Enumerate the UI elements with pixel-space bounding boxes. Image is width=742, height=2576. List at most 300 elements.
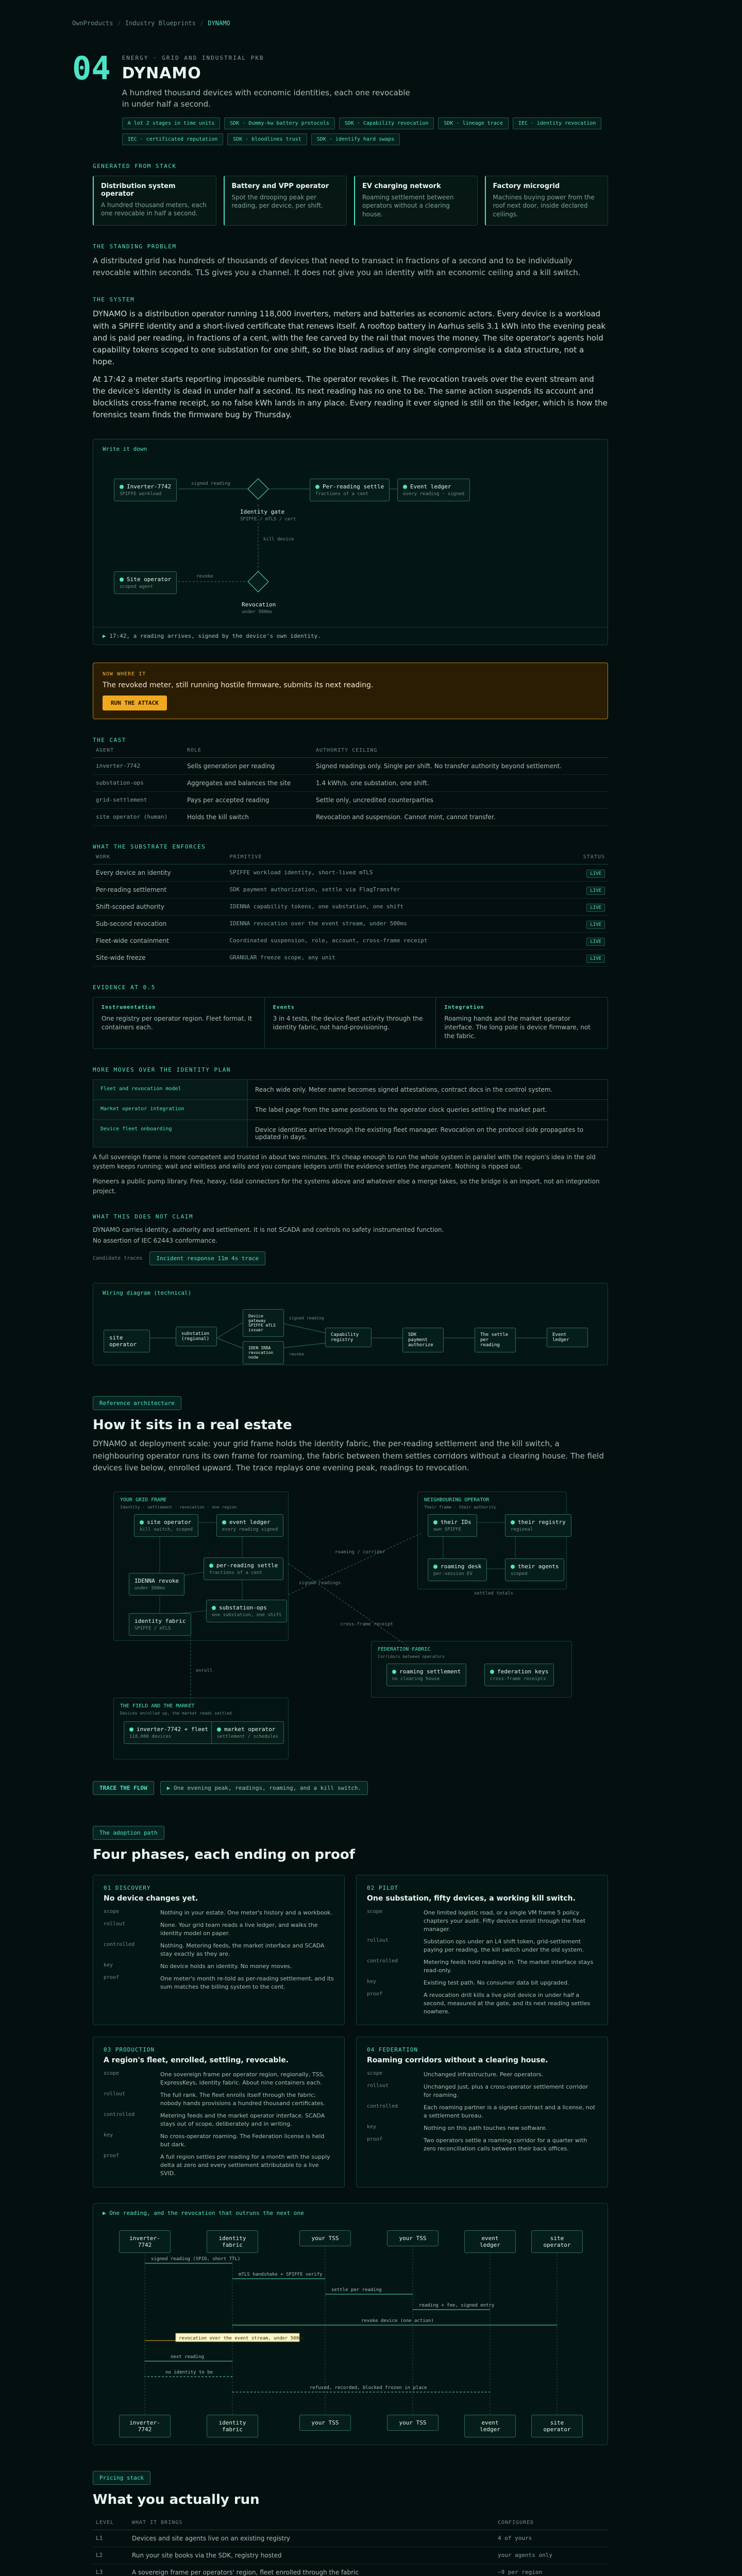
estate-node-their-agents[interactable] bbox=[505, 1558, 564, 1581]
wiring-node[interactable] bbox=[475, 1328, 516, 1352]
node-inverter[interactable] bbox=[114, 479, 177, 501]
node-title: their IDs bbox=[441, 1519, 471, 1526]
cell: A sovereign frame per operators' region, fleet enrolled through the fabric bbox=[129, 2564, 495, 2576]
phase-value: Unchanged just, plus a cross-operator settlement corridor for roaming. bbox=[424, 2083, 588, 2099]
zone-title: THE FIELD AND THE MARKET bbox=[120, 1703, 195, 1709]
message-label: no identity to be bbox=[165, 2369, 213, 2375]
actor-name: your TSS bbox=[399, 2234, 427, 2242]
note-key: Device fleet onboarding bbox=[93, 1120, 248, 1147]
cell: SPIFFE workload identity, short-lived mTLS bbox=[226, 864, 562, 881]
status-dot bbox=[140, 1520, 144, 1524]
status-badge: LIVE bbox=[586, 870, 605, 878]
phase-key: rollout bbox=[104, 1921, 126, 1927]
card-title: Distribution system operator bbox=[101, 182, 176, 198]
edge-label: roaming / corridor bbox=[335, 1550, 385, 1555]
cell: Shift-scoped authority bbox=[93, 898, 226, 915]
column-header: ROLE bbox=[184, 743, 313, 758]
cell: 4 of yours bbox=[495, 2530, 608, 2547]
wiring-node[interactable] bbox=[402, 1328, 444, 1352]
limits-section bbox=[93, 1213, 608, 1265]
card-text: Roaming settlement between operators without a clearing house. bbox=[362, 193, 454, 218]
actor-name: inverter-7742 bbox=[129, 2234, 160, 2248]
diagram-footer bbox=[93, 627, 608, 645]
zone-sub: Identity · settlement · revocation · one region bbox=[120, 1505, 237, 1510]
phase-key: proof bbox=[104, 1974, 120, 1980]
estate-node-market[interactable] bbox=[211, 1721, 284, 1744]
cell: IDENNA revocation over the event stream, under 500ms bbox=[226, 915, 562, 932]
actor-name: your TSS bbox=[399, 2419, 427, 2426]
diagram-caption: 17:42, a reading arrives, signed by the device's own identity. bbox=[109, 632, 321, 639]
actor-name: identity fabric bbox=[218, 2234, 246, 2248]
node-title: IDENNA revoke bbox=[134, 1578, 179, 1585]
status-dot bbox=[392, 1670, 396, 1674]
status-dot bbox=[315, 485, 319, 489]
message-label: revocation over the event stream, under 500ms bbox=[179, 2335, 305, 2341]
table-row bbox=[93, 881, 608, 898]
phase-key: proof bbox=[367, 2137, 383, 2143]
actor-box[interactable] bbox=[464, 2230, 516, 2253]
card-text: Spot the drooping peak per reading, per device, per shift. bbox=[231, 193, 323, 210]
table-row bbox=[93, 757, 608, 774]
actor-name: site operator bbox=[543, 2419, 571, 2433]
cell: IDENNA capability tokens, one substation, one shift bbox=[226, 898, 562, 915]
message-label: reading + fee, signed entry bbox=[419, 2302, 495, 2308]
phase-number: 01 DISCOVERY bbox=[104, 1885, 151, 1892]
audience-card[interactable] bbox=[93, 176, 216, 226]
hero-subtitle: A hundred thousand devices with economic identities, each one revocable in under half a second. bbox=[122, 88, 410, 109]
node-title: Device gateway SPIFFE mTLS issuer bbox=[248, 1314, 276, 1333]
node-title: Inverter-7742 bbox=[127, 483, 172, 490]
estate-node-inverter[interactable] bbox=[124, 1721, 214, 1744]
phase-value: Each roaming partner is a signed contract and a license, not a settlement bureau. bbox=[424, 2104, 596, 2120]
estate-node-roaming[interactable] bbox=[428, 1558, 487, 1581]
node-title: Site operator bbox=[127, 575, 172, 583]
cell: L1 bbox=[93, 2530, 129, 2547]
edge-label: revoke bbox=[289, 1352, 304, 1357]
actor-name: your TSS bbox=[311, 2234, 339, 2242]
problem-section bbox=[93, 243, 608, 279]
node-sub: SPIFFE workload bbox=[120, 491, 162, 497]
estate-node-ledger[interactable] bbox=[216, 1514, 283, 1537]
estate-node-subops[interactable] bbox=[206, 1600, 287, 1622]
message-label: settle per reading bbox=[331, 2287, 382, 2293]
audience-card[interactable] bbox=[224, 176, 347, 226]
note-key: Market operator integration bbox=[93, 1100, 248, 1120]
phase-value: One sovereign frame per operator region, regionally, TSS, ExpressKeys, identity fabric. About nine containers each. bbox=[160, 2071, 325, 2087]
page-title: DYNAMO bbox=[122, 64, 201, 82]
cell: L3 bbox=[93, 2564, 129, 2576]
note-value: The label page from the same positions to the operator clock queries settling the market part. bbox=[255, 1106, 547, 1113]
zone-title: FEDERATION FABRIC bbox=[378, 1647, 431, 1653]
actor-name: your TSS bbox=[311, 2419, 339, 2426]
zone-sub: Devices enrolled up, the market reads settled bbox=[120, 1711, 232, 1716]
node-sub: SPIFFE / mTLS / cert bbox=[240, 516, 296, 522]
sequence-lifelines bbox=[93, 2222, 609, 2444]
phase-card bbox=[93, 2037, 345, 2187]
phase-key: proof bbox=[367, 1991, 383, 1997]
actor-box[interactable] bbox=[387, 2230, 439, 2246]
node-title: Revocation bbox=[242, 601, 276, 608]
edge-label: cross-frame receipt bbox=[340, 1622, 393, 1628]
status-dot bbox=[217, 1727, 221, 1732]
estate-node-their-registry[interactable] bbox=[505, 1514, 571, 1537]
actor-box[interactable] bbox=[531, 2230, 583, 2253]
col-text: One registry per operator region. Fleet format. It containers each. bbox=[102, 1014, 252, 1031]
status-dot bbox=[222, 1520, 226, 1524]
phase-key: rollout bbox=[104, 2091, 126, 2097]
node-title: roaming settlement bbox=[399, 1668, 461, 1675]
node-site-operator[interactable] bbox=[114, 571, 177, 594]
node-sub: cross-frame receipts bbox=[490, 1676, 546, 1682]
estate-node-settle[interactable] bbox=[204, 1557, 283, 1580]
breadcrumb-home[interactable]: OwnProducts bbox=[72, 20, 113, 27]
phase-card bbox=[356, 1875, 608, 2025]
column-header: PRIMITIVE bbox=[226, 850, 562, 865]
cell: Fleet-wide containment bbox=[93, 932, 226, 949]
phase-value: The full rank. The fleet enrolls itself through the fabric; nobody hands provisions a hundred thousand certificates. bbox=[160, 2092, 325, 2107]
node-sub: fractions of a cent bbox=[209, 1570, 262, 1576]
node-title: their agents bbox=[518, 1563, 559, 1570]
message-label: signed reading (SPID, short TTL) bbox=[151, 2256, 241, 2262]
wiring-node[interactable] bbox=[325, 1328, 372, 1347]
incident-trace-button[interactable]: Incident response 11m 4s trace bbox=[149, 1251, 265, 1265]
col-title: Instrumentation bbox=[102, 1004, 156, 1010]
estate-diagram bbox=[113, 1492, 587, 1770]
node-ledger[interactable] bbox=[397, 479, 470, 501]
capability-chips bbox=[122, 117, 627, 145]
estate-node-federation-keys[interactable] bbox=[484, 1664, 554, 1686]
zone-sub: Corridors between operators bbox=[378, 1654, 445, 1659]
cell: 1.4 kWh/s. one substation, one shift. bbox=[313, 774, 608, 791]
status-dot bbox=[120, 578, 124, 582]
phase-value: No device holds an identity. No money moves. bbox=[160, 1962, 292, 1970]
table-row bbox=[93, 864, 608, 881]
node-sub: one substation, one shift bbox=[212, 1613, 282, 1618]
sequence-diagram bbox=[93, 2203, 608, 2445]
actor-name: identity fabric bbox=[218, 2419, 246, 2433]
column-header: AUTHORITY CEILING bbox=[313, 743, 608, 758]
table-row bbox=[93, 2530, 608, 2547]
cell: Devices and site agents live on an existing registry bbox=[129, 2530, 495, 2547]
diagram-title bbox=[93, 2204, 608, 2223]
phase-key: key bbox=[104, 2132, 113, 2139]
column-header: STATUS bbox=[562, 850, 608, 865]
cell: Run your site books via the SDK, registry hosted bbox=[129, 2547, 495, 2564]
phase-key: scope bbox=[104, 2071, 120, 2077]
edge-label: signed reading bbox=[191, 481, 230, 486]
chip: SDK · identify hard swaps bbox=[311, 133, 400, 145]
section-label: WHAT THE SUBSTRATE ENFORCES bbox=[93, 843, 206, 850]
notes-section bbox=[93, 1066, 608, 1196]
estate-node-site[interactable] bbox=[134, 1514, 198, 1537]
run-section bbox=[93, 2471, 608, 2576]
phase-key: key bbox=[367, 1978, 377, 1985]
cell: Coordinated suspension, role, account, cross-frame receipt bbox=[226, 932, 562, 949]
zone-title: NEIGHBOURING OPERATOR bbox=[424, 1497, 490, 1503]
system-section bbox=[93, 296, 608, 421]
message-label: next reading bbox=[171, 2354, 205, 2360]
status-badge: LIVE bbox=[586, 955, 605, 963]
node-title: Per-reading settle bbox=[323, 483, 384, 490]
callout-label: NOW WHERE IT bbox=[103, 671, 146, 677]
phase-value: Nothing. Metering feeds, the market interface and SCADA stay exactly as they are. bbox=[160, 1942, 325, 1957]
system-paragraph: DYNAMO is a distribution operator running 118,000 inverters, meters and batteries as economic actors. Every device is a workload with a SPIFFE identity and a short-lived certificate that renews itself. A rooftop battery in Aarhus sells 3.1 kWh into the evening peak and is paid per reading, in fractions of a cent, with the fee carved by the rail that moves the money. The site operator's agents hold capability tokens scoped to one substation for one shift, so the blast radius of any single compromise is a data structure, not a hope. bbox=[93, 309, 606, 367]
node-title: event ledger bbox=[229, 1519, 271, 1526]
phase-key: controlled bbox=[104, 1941, 135, 1947]
status-dot bbox=[403, 485, 407, 489]
cell: Site-wide freeze bbox=[93, 949, 226, 966]
phase-key: controlled bbox=[367, 2104, 398, 2110]
status-badge: LIVE bbox=[586, 904, 605, 912]
estate-node-fabric[interactable] bbox=[129, 1613, 191, 1636]
col-title: Integration bbox=[444, 1004, 484, 1010]
wiring-node[interactable] bbox=[176, 1327, 217, 1346]
edge-label: kill device bbox=[263, 536, 294, 542]
diagram-title: Write it down bbox=[103, 445, 147, 452]
cell: Holds the kill switch bbox=[184, 808, 313, 825]
actor-box[interactable] bbox=[207, 2415, 258, 2437]
phase-card bbox=[93, 1875, 345, 2025]
section-badge: Pricing stack bbox=[93, 2471, 150, 2485]
node-title: their registry bbox=[518, 1519, 566, 1526]
phase-grid bbox=[93, 1875, 608, 2188]
actor-box[interactable] bbox=[531, 2415, 583, 2437]
phase-number: 04 FEDERATION bbox=[367, 2046, 418, 2054]
phase-value: No cross-operator roaming. The Federation license is held but dark. bbox=[160, 2133, 325, 2148]
phase-key: key bbox=[104, 1962, 113, 1968]
phase-number: 02 PILOT bbox=[367, 1885, 398, 1892]
wiring-node[interactable] bbox=[547, 1328, 588, 1347]
section-title: How it sits in a real estate bbox=[93, 1417, 292, 1433]
node-title: IDEN IRRA revocation node bbox=[248, 1346, 274, 1360]
phase-key: scope bbox=[367, 1909, 383, 1915]
actor-box[interactable] bbox=[299, 2230, 351, 2246]
section-label: THE STANDING PROBLEM bbox=[93, 243, 177, 250]
wiring-node[interactable] bbox=[243, 1341, 284, 1364]
table-row bbox=[93, 898, 608, 915]
cell: Aggregates and balances the site bbox=[184, 774, 313, 791]
edge-label: enroll bbox=[196, 1668, 213, 1674]
phase-value: Existing test path. No consumer data bit upgraded. bbox=[424, 1979, 569, 1986]
phase-key: proof bbox=[104, 2153, 120, 2159]
actor-name: site operator bbox=[543, 2234, 571, 2248]
phase-key: controlled bbox=[367, 1958, 398, 1964]
edge-label: signed reading bbox=[289, 1316, 324, 1321]
audience-card[interactable] bbox=[354, 176, 478, 226]
estate-node-their-ids[interactable] bbox=[428, 1514, 477, 1537]
phase-key: rollout bbox=[367, 1937, 389, 1943]
system-paragraph: At 17:42 a meter starts reporting impossible numbers. The operator revokes it. The revocation travels over the event stream and the device's identity is dead in under half a second. Its next reading has no one to be. The same action suspends its account and blocklists cross-frame receipt, so no false kWh lands in any place. Every reading it ever signed is still on the ledger, which is how the forensics team finds the firmware bug by Thursday. bbox=[93, 374, 608, 420]
limits-text: DYNAMO carries identity, authority and settlement. It is not SCADA and controls no safety instrumented function. bbox=[93, 1226, 444, 1234]
edge-label: signed readings bbox=[299, 1581, 341, 1586]
status-dot bbox=[129, 1727, 133, 1732]
trace-flow-caption bbox=[160, 1781, 368, 1795]
node-settle[interactable] bbox=[310, 479, 390, 501]
hero bbox=[72, 49, 670, 145]
col-title: Events bbox=[273, 1004, 295, 1010]
cell: SDK payment authorization, settle via FlagTransfer bbox=[226, 881, 562, 898]
diagram-caption: One reading, and the revocation that outruns the next one bbox=[109, 2209, 304, 2216]
node-sub: under 500ms bbox=[242, 609, 273, 615]
section-label: MORE MOVES OVER THE IDENTITY PLAN bbox=[93, 1066, 231, 1073]
problem-text: A distributed grid has hundreds of thousands of devices that need to transact in fractions of a second and to be individually revocable within seconds. TLS gives you a channel. It does not give you an identity with an economic ceiling and a kill switch. bbox=[93, 256, 581, 278]
node-revocation[interactable] bbox=[237, 597, 281, 619]
section-badge: Reference architecture bbox=[93, 1396, 181, 1410]
play-icon: ▶ bbox=[103, 2209, 110, 2216]
table-row bbox=[93, 808, 608, 825]
evidence-section bbox=[93, 984, 608, 1049]
phase-value: Metering feeds and the market operator interface. SCADA stays out of scope, deliberately and in writing. bbox=[160, 2112, 325, 2128]
phase-title: Roaming corridors without a clearing house. bbox=[367, 2056, 548, 2065]
trace-flow-bar bbox=[93, 1781, 670, 1795]
actor-name: event ledger bbox=[480, 2234, 500, 2248]
card-text: Machines buying power from the roof next door, inside declared ceilings. bbox=[493, 193, 595, 218]
node-sub: every reading · signed bbox=[403, 491, 465, 497]
status-dot bbox=[212, 1606, 216, 1610]
actor-box[interactable] bbox=[387, 2415, 439, 2431]
status-badge: LIVE bbox=[586, 921, 605, 929]
phase-value: One meter's month re-told as per-reading settlement, and its sum matches the billing system to the cent. bbox=[160, 1975, 334, 1990]
callout-text: The revoked meter, still running hostile firmware, submits its next reading. bbox=[103, 681, 374, 689]
message-label: mTLS handshake + SPIFFE verify bbox=[239, 2272, 323, 2277]
phase-value: Substation ops under an L4 shift token, grid-settlement paying per reading, the kill switch under the old system. bbox=[424, 1938, 584, 1953]
actor-box[interactable] bbox=[299, 2415, 351, 2431]
node-title: Event ledger bbox=[552, 1332, 569, 1343]
play-icon: ▶ bbox=[103, 632, 106, 639]
wiring-node[interactable] bbox=[243, 1309, 284, 1337]
estate-node-idenna[interactable] bbox=[129, 1573, 184, 1596]
cell: Sells generation per reading bbox=[184, 757, 313, 774]
breadcrumb bbox=[72, 0, 670, 27]
zone-sub: Their frame · their authority bbox=[424, 1505, 496, 1510]
hero-number: 04 bbox=[72, 49, 111, 87]
phase-key: controlled bbox=[104, 2112, 135, 2118]
col-text: 3 in 4 tests, the device fleet activity through the identity fabric, not hand-provisioning. bbox=[273, 1014, 423, 1031]
edge-label: revoke bbox=[196, 573, 213, 579]
node-title: per-reading settle bbox=[216, 1562, 278, 1569]
evidence-col bbox=[265, 997, 436, 1048]
actor-box[interactable] bbox=[464, 2415, 516, 2437]
node-title: The settle per reading bbox=[480, 1332, 509, 1348]
table-row bbox=[93, 791, 608, 808]
estate-node-corridor[interactable] bbox=[386, 1664, 466, 1686]
node-sub: settlement / schedules bbox=[217, 1734, 279, 1740]
node-sub: own SPIFFE bbox=[433, 1527, 462, 1533]
node-title: Capability registry bbox=[331, 1332, 359, 1343]
note-row bbox=[93, 1079, 608, 1100]
audience-section bbox=[93, 163, 608, 226]
run-attack-button[interactable]: RUN THE ATTACK bbox=[103, 696, 167, 710]
cell: Every device an identity bbox=[93, 864, 226, 881]
node-identity-gate[interactable] bbox=[235, 504, 301, 526]
card-title: EV charging network bbox=[362, 182, 441, 190]
node-title: SDK payment authorize bbox=[408, 1332, 433, 1348]
phase-value: Nothing on this path touches new software. bbox=[424, 2125, 548, 2132]
node-title: site operator bbox=[109, 1334, 137, 1348]
section-title: What you actually run bbox=[93, 2492, 260, 2507]
actor-box[interactable] bbox=[119, 2230, 171, 2253]
phase-key: key bbox=[367, 2124, 377, 2130]
phase-value: Unchanged infrastructure. Peer operators. bbox=[424, 2071, 544, 2078]
card-title: Battery and VPP operator bbox=[231, 182, 329, 190]
actor-box[interactable] bbox=[119, 2415, 171, 2437]
chip: SDK · lineage trace bbox=[438, 117, 508, 129]
flow-diagram bbox=[93, 439, 608, 645]
section-label: THE SYSTEM bbox=[93, 296, 135, 303]
trace-flow-button[interactable]: TRACE THE FLOW bbox=[93, 1781, 154, 1795]
actor-box[interactable] bbox=[207, 2230, 258, 2253]
node-sub: SPIFFE / mTLS bbox=[134, 1626, 171, 1632]
diagram-title: Wiring diagram (technical) bbox=[103, 1290, 192, 1297]
node-title: roaming desk bbox=[441, 1563, 482, 1570]
wiring-diagram bbox=[93, 1283, 608, 1365]
works-section bbox=[93, 843, 608, 967]
note-row bbox=[93, 1100, 608, 1120]
node-title: Event ledger bbox=[410, 483, 451, 490]
node-sub: per-session EV bbox=[433, 1571, 473, 1577]
phase-number: 03 PRODUCTION bbox=[104, 2046, 155, 2054]
card-text: A hundred thousand meters, each one revocable in half a second. bbox=[101, 201, 207, 217]
chip: SDK · bloodlines trust bbox=[227, 133, 307, 145]
section-badge: The adoption path bbox=[93, 1826, 164, 1840]
phase-key: scope bbox=[104, 1909, 120, 1915]
table-row bbox=[93, 949, 608, 966]
node-sub: kill switch, scoped bbox=[140, 1527, 193, 1533]
breadcrumb-separator: / bbox=[117, 20, 121, 27]
cell: ~9 per region bbox=[495, 2564, 608, 2576]
column-header: AGENT bbox=[93, 743, 184, 758]
chip: SDK · Capability revocation bbox=[339, 117, 434, 129]
column-header: WORK bbox=[93, 850, 226, 865]
node-title: inverter-7742 + fleet bbox=[137, 1726, 209, 1733]
actor-name: event ledger bbox=[480, 2419, 500, 2433]
breadcrumb-blueprints[interactable]: Industry Blueprints bbox=[125, 20, 196, 27]
node-sub: 118,000 devices bbox=[129, 1734, 172, 1740]
zone-title: YOUR GRID FRAME bbox=[120, 1497, 167, 1503]
actor-name: inverter-7742 bbox=[129, 2419, 160, 2433]
breadcrumb-separator: / bbox=[200, 20, 204, 27]
node-title: substation (regional) bbox=[181, 1331, 210, 1342]
note-value: Device identities arrive through the existing fleet manager. Revocation on the protocol side propagates to updated in days. bbox=[255, 1126, 584, 1141]
attack-callout bbox=[93, 663, 608, 719]
play-icon: ▶ bbox=[166, 1785, 174, 1792]
card-title: Factory microgrid bbox=[493, 182, 560, 190]
flow-text: One evening peak, readings, roaming, and a kill switch. bbox=[173, 1785, 362, 1792]
audience-card[interactable] bbox=[485, 176, 609, 226]
phase-value: Nothing in your estate. One meter's history and a workbook. bbox=[160, 1909, 333, 1917]
table-row bbox=[93, 915, 608, 932]
status-dot bbox=[209, 1564, 213, 1568]
cell: site operator (human) bbox=[93, 808, 184, 825]
wiring-node[interactable] bbox=[104, 1330, 150, 1352]
cell: Revocation and suspension. Cannot mint, cannot transfer. bbox=[313, 808, 608, 825]
phase-value: Two operators settle a roaming corridor for a quarter with zero reconciliation calls between their back offices. bbox=[424, 2137, 587, 2152]
col-text: Roaming hands and the market operator interface. The long pole is device firmware, not the fabric. bbox=[444, 1014, 591, 1040]
adoption-section bbox=[93, 1826, 608, 2188]
message-label: revoke device (one action) bbox=[361, 2318, 434, 2324]
section-label: GENERATED FROM STACK bbox=[93, 162, 177, 170]
note-key: Fleet and revocation model bbox=[93, 1080, 248, 1099]
evidence-col bbox=[93, 997, 265, 1048]
phase-value: A full region settles per reading for a month with the supply delta at zero and every settlement attributable to a live SVID. bbox=[160, 2153, 330, 2177]
edge-label: settled totals bbox=[474, 1591, 513, 1597]
cell: inverter-7742 bbox=[93, 757, 184, 774]
node-title: substation-ops bbox=[219, 1604, 267, 1612]
phase-key: scope bbox=[367, 2071, 383, 2077]
section-label: EVIDENCE AT 0.5 bbox=[93, 984, 156, 991]
section-text: DYNAMO at deployment scale: your grid frame holds the identity fabric, the per-reading settlement and the kill switch, a neighbouring operator runs its own frame for roaming, the fabric between them settles corridors without a clearing house. The field devices live below, enrolled upward. The trace replays one evening peak, readings to revocation. bbox=[93, 1439, 604, 1472]
node-sub: fractions of a cent bbox=[315, 491, 368, 497]
